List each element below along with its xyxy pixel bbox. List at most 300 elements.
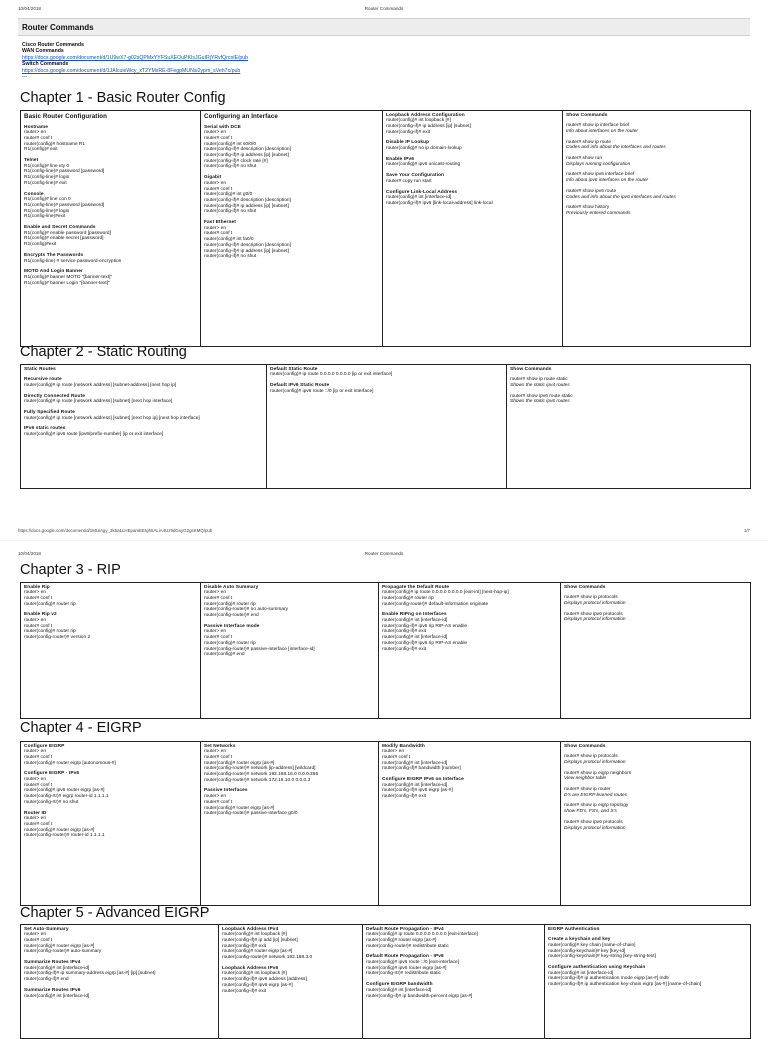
command-line: R1(config-line)# password [password] — [24, 169, 105, 175]
block-heading: Gigabit — [204, 175, 222, 181]
block-heading: Loopback Address IPv4 — [222, 926, 279, 932]
command-line: router(config)# ipv6 router eigrp [as-#] — [366, 965, 447, 971]
block-heading: Enable Rip — [24, 584, 50, 590]
command-line: router# conf t — [204, 186, 233, 192]
chapter-table — [20, 924, 751, 1039]
command-line: R1(config-line)# login — [24, 208, 70, 214]
command-line: router> en — [24, 749, 47, 755]
chapter-title: Chapter 4 - EIGRP — [20, 720, 142, 736]
command-line: router(config)# router eigrp [as-#] — [204, 760, 275, 766]
command-line: router# show ipv6 route static — [510, 393, 573, 399]
command-line: router(config-if)# exit — [382, 646, 426, 652]
command-description: Shows the static ipv4 routes — [510, 382, 570, 388]
command-block — [566, 123, 747, 134]
command-line: router(config)# router eigrp [as-#] — [222, 949, 293, 955]
command-line: router(config-rtr)# redistribute static — [366, 971, 441, 977]
block-heading: Configure EIGRP — [24, 743, 65, 749]
block-heading: Console — [24, 191, 44, 197]
command-block — [366, 982, 541, 999]
command-line: R1(config)# enable password [password] — [24, 230, 111, 236]
command-column — [383, 111, 563, 347]
command-block — [24, 988, 215, 999]
chapter-title: Chapter 5 - Advanced EIGRP — [20, 905, 210, 921]
block-heading: Fast Ethernet — [204, 220, 236, 226]
command-line: router> en — [24, 618, 47, 624]
command-block — [564, 787, 747, 798]
block-heading: Directly Connected Route — [24, 393, 86, 399]
command-block — [366, 954, 541, 977]
command-line: router# show ip protocols — [564, 595, 618, 601]
command-line: R1(config-line)# exit — [24, 180, 67, 186]
block-heading: Enable IPv6 — [386, 156, 415, 162]
command-column — [561, 583, 751, 719]
command-block — [564, 595, 747, 606]
command-line: router(config-if)# ipv6 rip RIP-AS enable — [382, 623, 468, 629]
block-heading: Summarize Routes IPv6 — [24, 987, 81, 993]
block-heading: Static Routes — [24, 366, 56, 372]
command-line: router(config-router)# network [ip-address] [wildcard] — [204, 766, 316, 772]
command-line: router(config-if)# ip bandwidth-percent eigrp [as-#] — [366, 993, 473, 999]
chapter-title: Chapter 3 - RIP — [20, 562, 121, 578]
block-heading: Disable Auto Summary — [204, 584, 259, 590]
command-line: router(config)# int s0/0/0 — [204, 141, 256, 147]
command-block — [24, 269, 197, 286]
command-description: Displays protocol information — [564, 600, 626, 606]
command-line: router> en — [204, 130, 227, 136]
switch-link[interactable]: https://docs.google.com/document/d/1JAlcuieWcy_xT2YMxRE-8FegpMUNsi2ypm_sVeh7c/pub — [22, 67, 241, 74]
command-line: router# conf t — [24, 821, 53, 827]
command-line: router(config)# int [interface-id] — [382, 760, 448, 766]
command-line: router# show ip eigrp neighbors — [564, 770, 632, 776]
block-heading: Default Static Route — [270, 366, 318, 372]
command-line: router# show ipv6 interface brief — [566, 172, 635, 178]
command-line: router# conf t — [204, 635, 233, 641]
command-block — [222, 966, 359, 995]
command-line: R1(config)# line vty 0 — [24, 163, 70, 169]
command-line: router(config)# end — [204, 652, 245, 658]
command-block — [24, 410, 263, 421]
command-line: router(config)# int fa0/0 — [204, 237, 254, 243]
command-column — [379, 583, 561, 719]
footer-url: https://docs.google.com/document/d/1MUiAgy_3k6a1LHEpamEEIgh5ALiA4Uz9dGxyG2gsKMQ/pub — [18, 528, 213, 533]
block-heading: Show Commands — [564, 584, 606, 590]
command-line: router> en — [24, 130, 47, 136]
command-block — [548, 937, 747, 960]
page-running-title: Router Commands — [364, 6, 404, 11]
command-line: router# show ip route static — [510, 377, 568, 383]
command-line: router(config)# router rip — [382, 595, 434, 601]
block-heading: Serial with DCE — [204, 124, 241, 130]
block-heading: Propagate the Default Route — [382, 584, 450, 590]
command-line: router# conf t — [24, 782, 53, 788]
command-line: R1(config)# banner Login "[banner-text]" — [24, 280, 110, 286]
command-line: router(config-keychain)# key [key-id] — [548, 948, 626, 954]
chapter-row — [21, 583, 751, 719]
command-description: Displays protocol information — [564, 825, 626, 831]
command-line: router# conf t — [204, 595, 233, 601]
command-line: router# conf t — [204, 799, 233, 805]
command-line: router(config)# int loopback [#] — [386, 118, 451, 124]
command-block — [270, 383, 503, 394]
command-column — [21, 583, 201, 719]
command-line: router(config-router)# auto-summary — [24, 949, 102, 955]
command-line: router(config-if)# ip address [ip] [subnet] — [204, 203, 289, 209]
command-block — [566, 205, 747, 216]
separator: --- — [22, 74, 28, 81]
command-line: router# conf t — [24, 937, 53, 943]
command-line: router(config-if)# ip summary-address eigrp [as-#] [ip] [subnet] — [24, 971, 156, 977]
block-heading: Basic Router Configuration — [24, 112, 108, 120]
block-heading: Create a keychain and key — [548, 937, 611, 943]
page-date: 10/04/2018 — [18, 6, 41, 11]
intro — [22, 42, 742, 80]
command-block — [386, 113, 559, 136]
chapter-row — [21, 742, 751, 906]
command-line: R1(config)#exit — [24, 242, 57, 248]
block-heading: Configuring an Interface — [204, 112, 278, 120]
command-block — [204, 220, 379, 260]
block-heading: Show Commands — [510, 366, 552, 372]
command-line: router(config)# int [interface-id] — [24, 965, 90, 971]
command-block — [24, 253, 197, 264]
command-line: router# conf t — [204, 231, 233, 237]
block-heading: Loopback Address IPv6 — [222, 965, 279, 971]
command-column — [545, 925, 751, 1039]
command-line: router> en — [204, 225, 227, 231]
command-line: router(config-if)# ip address [ip] [subnet] — [204, 248, 289, 254]
command-line: router(config)# hostname R1 — [24, 141, 86, 147]
command-line: router(config-router)# end — [204, 613, 259, 619]
page-footer — [18, 528, 750, 533]
command-line: router(config-if)# ipv6 eigrp [as-#] — [382, 788, 453, 794]
command-line: router(config-router)# passive-interface g0/0 — [204, 811, 298, 817]
command-line: router(config-if)# ip authentication key-chain eigrp [as-#] [name-of-chain] — [548, 982, 702, 988]
block-heading: Default Route Propagation - IPv6 — [366, 954, 444, 960]
command-description: show FD's, FS's, and S's — [564, 809, 617, 815]
command-column — [561, 742, 751, 906]
wan-label: WAN Commands — [22, 48, 64, 55]
command-line: router> en — [382, 749, 405, 755]
command-line: router(config-if)# ipv6 eigrp [as-#] — [222, 982, 293, 988]
chapter-row — [21, 925, 751, 1039]
command-block — [386, 190, 559, 207]
page-date: 10/04/2018 — [18, 551, 41, 556]
command-description: Displays protocol information — [564, 759, 626, 765]
command-line: router(config)# int g0/0 — [204, 192, 253, 198]
command-line: router(config-if)# bandwidth [number] — [382, 766, 461, 772]
command-line: R1(config)# line con 0 — [24, 197, 71, 203]
command-line: router# show ip protocols — [564, 754, 618, 760]
page-running-title: Router Commands — [364, 551, 404, 556]
block-heading: Default IPv6 Static Route — [270, 382, 330, 388]
command-line: router(config)# ip route 0.0.0.0 0.0.0.0 [ip or exit interface] — [270, 372, 393, 378]
command-block — [24, 927, 215, 956]
command-line: router# conf t — [24, 623, 53, 629]
command-block — [24, 612, 197, 641]
command-description: D's are EIGRP learned routes — [564, 792, 628, 798]
command-line: router(config-if)# ip add [ip] [subnet] — [222, 937, 298, 943]
command-block — [564, 612, 747, 623]
command-line: router(config-router)# network 192.168.16.0 0.0.0.255 — [204, 772, 319, 778]
command-line: router(config-router)# version 2 — [24, 635, 91, 641]
command-description: Codes and info about the ipv6 interfaces and routes — [566, 194, 676, 200]
command-line: router(config-if)# description [description] — [204, 147, 291, 153]
block-heading: EIGRP Authentication — [548, 926, 600, 932]
command-line: router(config)# ip route [network address] [subnet] [next hop ip] [next hop interface] — [24, 415, 200, 421]
command-block — [24, 811, 197, 840]
command-block — [566, 156, 747, 167]
command-block — [382, 585, 557, 608]
command-line: router(config)# router rip — [24, 629, 76, 635]
command-line: router(config)# ipv6 route ::/0 [exit-interface] — [366, 960, 460, 966]
command-block — [204, 788, 375, 817]
block-heading: Fully Specified Route — [24, 410, 75, 416]
command-line: router(config)# ipv6 route ::/0 [ip or exit interface] — [270, 388, 374, 394]
block-heading: Set Networks — [204, 743, 236, 749]
command-line: router(config)# int [interface-id] — [382, 618, 448, 624]
block-heading: Configure EIGRP bandwidth — [366, 982, 433, 988]
page-header — [18, 551, 750, 561]
command-block — [222, 927, 359, 961]
command-block — [382, 744, 557, 773]
command-line: router(config)# ip route [network address] [subnet-address] [next hop ip] — [24, 382, 177, 388]
command-block — [24, 426, 263, 437]
command-line: router(config-router)# router-id 1.1.1.1 — [24, 833, 105, 839]
command-line: router(config)# router eigrp [autonomous-#] — [24, 760, 116, 766]
command-line: router(config-router)# network 172.16.10.0 0.0.0.3 — [204, 777, 311, 783]
command-line: router(config)# int [interface-id] — [382, 635, 448, 641]
block-heading: Summarize Routes IPv4 — [24, 960, 81, 966]
command-line: router(config-if)# ip authentication mode eigrp [as-#] md5 — [548, 976, 669, 982]
command-block — [24, 377, 263, 388]
command-line: R1(config-line)#exit — [24, 214, 66, 220]
command-line: router(config)# int loopback [#] — [222, 932, 287, 938]
command-line: router(config)# router eigrp [as-#] — [24, 943, 95, 949]
command-column — [267, 365, 507, 489]
block-heading: Passive Interface mode — [204, 623, 260, 629]
command-line: router(config)# router rip — [204, 601, 256, 607]
command-line: router(config-if)# no shut — [204, 164, 257, 170]
command-block — [24, 367, 263, 373]
chapter-row — [21, 111, 751, 347]
command-line: router(config)# int [interface-id] — [386, 195, 452, 201]
command-line: router(config)# ipv6 route [ipv6/prefix-number] [ip or exit interface] — [24, 432, 164, 438]
switch-label: Switch Commands — [22, 61, 69, 68]
command-line: router(config-keychain)# key-string [key-string-text] — [548, 954, 656, 960]
command-block — [24, 192, 197, 221]
command-block — [204, 125, 379, 171]
block-heading: Router ID — [24, 810, 47, 816]
command-line: router# conf t — [204, 754, 233, 760]
command-block — [386, 157, 559, 168]
block-heading: MOTD And Login Banner — [24, 269, 83, 275]
command-line: router(config-if)# exit — [382, 629, 426, 635]
command-line: router(config-if)# no shut — [204, 209, 257, 215]
command-block — [564, 744, 747, 750]
command-line: router(config)# no ip domain-lookup — [386, 146, 462, 152]
command-line: router# conf t — [382, 754, 411, 760]
command-line: router(config)# ip route 0.0.0.0 0.0.0.0 [exit-interface] — [366, 932, 478, 938]
command-block — [566, 140, 747, 151]
command-column — [201, 742, 379, 906]
command-line: router(config-router)# redistribute static — [366, 943, 449, 949]
footer-page-number: 1/7 — [743, 528, 750, 533]
command-description: View neighbor table — [564, 776, 607, 782]
command-line: router(config-if)# ipv6 rip RIP-AS enable — [382, 640, 468, 646]
command-block — [204, 175, 379, 215]
command-line: router(config)# ip route [network address] [subnet] [next hop interface] — [24, 399, 173, 405]
block-heading: Configure authentication using Keychain — [548, 965, 646, 971]
command-line: router# show run — [566, 156, 602, 162]
command-line: router(config)# router eigrp [as-#] — [24, 827, 95, 833]
command-block — [510, 367, 747, 373]
command-line: router(config)# ip route 0.0.0.0 0.0.0.0 [exit-int] [next-hop-ip] — [382, 590, 509, 596]
page-break — [0, 540, 768, 541]
command-line: router(config-if)# end — [24, 977, 69, 983]
command-block — [564, 771, 747, 782]
command-line: router(config-if)# exit — [382, 794, 426, 800]
command-column — [201, 111, 383, 347]
command-block — [24, 744, 197, 767]
block-heading: Enable Rip v2 — [24, 612, 57, 618]
chapter-table — [20, 741, 751, 906]
block-heading: Configure EIGRP IPv6 on Interface — [382, 777, 464, 783]
intro-heading: Cisco Router Commands — [22, 42, 84, 48]
block-heading: Modify Bandwidth — [382, 743, 425, 749]
command-block — [204, 585, 375, 619]
command-line: router# conf t — [24, 595, 53, 601]
command-line: router(config-if)# exit — [222, 988, 266, 994]
command-line: router(config)# ipv6 router eigrp [as-#] — [24, 788, 105, 794]
command-description: Info about ipv6 interfaces on the router — [566, 178, 649, 184]
command-line: router(config)# router eigrp [as-#] — [366, 937, 437, 943]
command-block — [510, 377, 747, 388]
command-line: router# show history — [566, 205, 610, 211]
chapter-title: Chapter 2 - Static Routing — [20, 344, 187, 360]
command-block — [548, 927, 747, 933]
chapter-table — [20, 364, 751, 489]
command-block — [386, 140, 559, 151]
command-line: router# conf t — [24, 754, 53, 760]
block-heading: IPv6 static routes — [24, 426, 66, 432]
command-block — [204, 624, 375, 658]
wan-link[interactable]: https://docs.google.com/document/d/1U9wX7-g02sQPMxYYFSuXEOuPKIsJGuIRjYRvfQrcnlE/pub — [22, 54, 249, 61]
command-block — [382, 612, 557, 652]
block-heading: Telnet — [24, 158, 39, 164]
command-column — [21, 111, 201, 347]
command-block — [24, 394, 263, 405]
command-block — [382, 777, 557, 800]
block-heading: Save Your Configuration — [386, 173, 445, 179]
command-block — [24, 158, 197, 187]
command-line: router# copy run start — [386, 178, 432, 184]
command-line: router(config-router)# passive-interface [interface-id] — [204, 646, 315, 652]
command-line: router(config)# router eigrp [as-#] — [204, 805, 275, 811]
command-line: router# show ipv6 protocols — [564, 819, 623, 825]
command-line: router(config-router)# no auto-summary — [204, 607, 288, 613]
command-column — [21, 365, 267, 489]
command-line: router(config-if)# clock rate [#] — [204, 158, 268, 164]
command-line: router(config)# router rip — [24, 601, 76, 607]
doc-title: Router Commands — [18, 18, 750, 36]
command-block — [24, 225, 197, 248]
command-line: router> en — [24, 590, 47, 596]
command-block — [564, 803, 747, 814]
command-line: router> en — [204, 590, 227, 596]
command-line: router(config-if)# ipv6 address [address] — [222, 977, 307, 983]
command-line: router(config-router)# network 192.168.3.0 — [222, 955, 313, 961]
command-line: router# show ip interface brief — [566, 123, 630, 129]
command-block — [386, 173, 559, 184]
command-column — [21, 925, 219, 1039]
command-block — [566, 113, 747, 119]
chapter-table — [20, 110, 751, 347]
command-line: router(config-if)# exit — [386, 129, 430, 135]
command-description: Codes and info about the interfaces and routes — [566, 145, 666, 151]
command-block — [24, 585, 197, 608]
command-line: router> en — [24, 777, 47, 783]
block-heading: Encrypts The Passwords — [24, 252, 84, 258]
command-line: router# show ipv6 protocols — [564, 611, 623, 617]
command-line: router(config-if)# ipv6 [link-local-address] link-local — [386, 200, 493, 206]
command-line: router# show ip eigrp topology — [564, 803, 629, 809]
command-block — [566, 172, 747, 183]
command-line: router# conf t — [204, 135, 233, 141]
command-line: router(config-if)# description [description] — [204, 197, 291, 203]
command-block — [564, 820, 747, 831]
command-line: router(config-if)# description [description] — [204, 242, 291, 248]
command-line: router(config-router)# default-information originate — [382, 601, 489, 607]
block-heading: Default Route Propagation - IPv4 — [366, 926, 444, 932]
command-column — [219, 925, 363, 1039]
block-heading: Loopback Address Configuration — [386, 112, 465, 118]
chapter-row — [21, 365, 751, 489]
command-block — [270, 367, 503, 378]
command-line: router# conf t — [24, 135, 53, 141]
block-heading: Hostname — [24, 124, 48, 130]
command-column — [563, 111, 751, 347]
block-heading: Passive Interfaces — [204, 788, 248, 794]
command-line: router(config)# key chain [name-of-chain] — [548, 942, 636, 948]
command-line: router(config-if)# ip address [ip] [subnet] — [386, 123, 471, 129]
command-line: router> en — [24, 816, 47, 822]
block-heading: Disable IP Lookup — [386, 140, 430, 146]
command-description: Previously entered commands — [566, 210, 631, 216]
command-line: router(config)# int [interface-id] — [366, 987, 432, 993]
command-block — [564, 754, 747, 765]
command-description: Displays running configuration — [566, 161, 631, 167]
command-line: R1(config-line)# login — [24, 175, 70, 181]
command-block — [564, 585, 747, 591]
command-column — [379, 742, 561, 906]
command-column — [201, 583, 379, 719]
command-line: router(config)# int [interface-id] — [548, 970, 614, 976]
command-block — [24, 960, 215, 983]
command-line: router(config)# router rip — [204, 640, 256, 646]
command-line: R1(config-line)# password [password] — [24, 202, 105, 208]
block-heading: Show Commands — [564, 743, 606, 749]
page-header — [18, 6, 750, 16]
command-line: router(config)# int loopback [#] — [222, 971, 287, 977]
block-heading: Enable RIPng on Interfaces — [382, 612, 447, 618]
command-block — [24, 125, 197, 154]
command-line: R1(config)# banner MOTD "[banner-text]" — [24, 274, 113, 280]
command-line: router(config)# ipv6 unicast-routing — [386, 162, 461, 168]
command-block — [548, 965, 747, 988]
command-column — [21, 742, 201, 906]
command-block — [204, 113, 379, 120]
command-description: Displays protocol information — [564, 617, 626, 623]
